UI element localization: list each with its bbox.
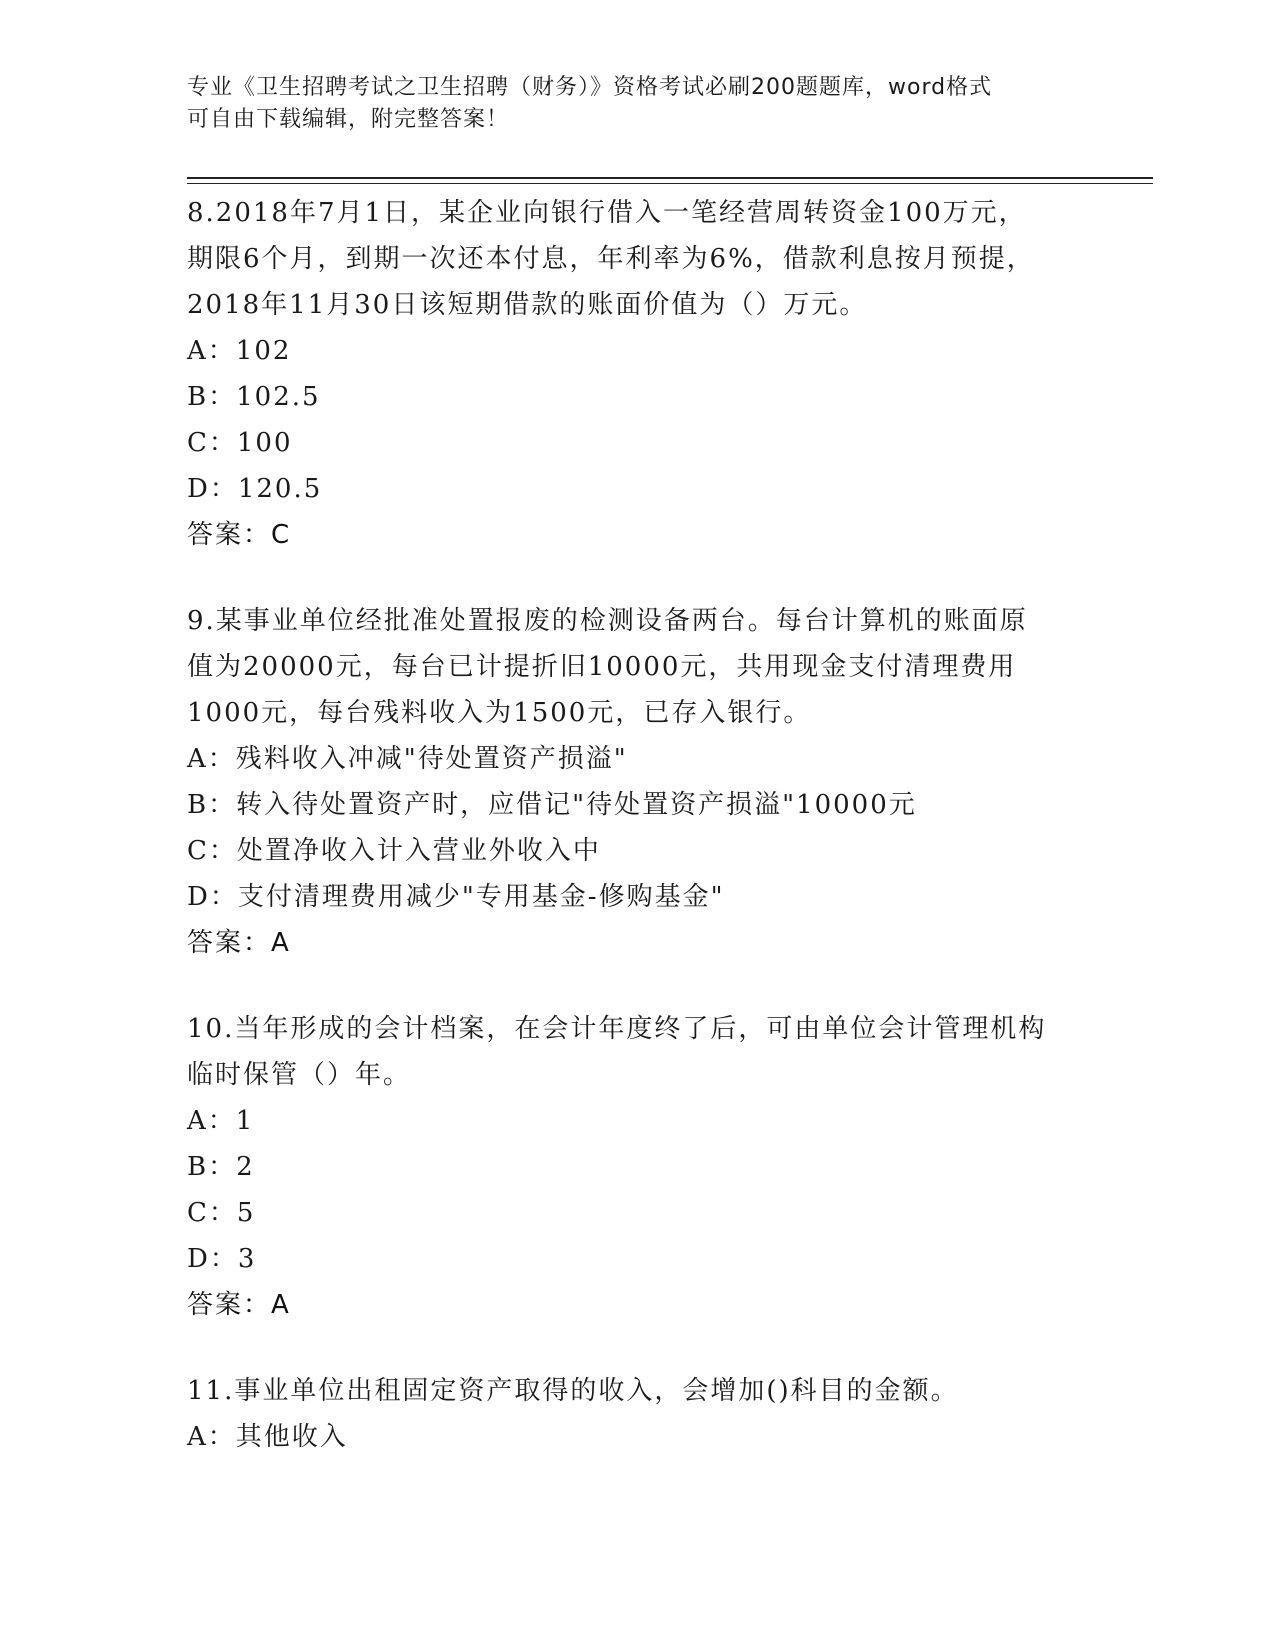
question-spacer [187, 558, 1087, 598]
option-c: C：5 [187, 1198, 256, 1228]
header-line-1: 专业《卫生招聘考试之卫生招聘（财务）》资格考试必刷200题题库，word格式 [187, 75, 993, 100]
question-text-line: 11.事业单位出租固定资产取得的收入，会增加()科目的金额。 [187, 1376, 959, 1406]
question-text-line: 值为20000元，每台已计提折旧10000元，共用现金支付清理费用 [187, 652, 1017, 682]
question-text-line: 9.某事业单位经批准处置报废的检测设备两台。每台计算机的账面原 [187, 606, 1028, 636]
question-text-line: 期限6个月，到期一次还本付息，年利率为6%，借款利息按月预提， [187, 244, 1035, 274]
question-10 [187, 1006, 1087, 1328]
option-b: B：102.5 [187, 382, 321, 412]
option-b: B：2 [187, 1152, 255, 1182]
option-b: B：转入待处置资产时，应借记"待处置资产损溢"10000元 [187, 790, 917, 820]
header-line-2: 可自由下载编辑，附完整答案！ [187, 107, 510, 132]
document-header [187, 72, 1087, 136]
question-text-line: 8.2018年7月1日，某企业向银行借入一笔经营周转资金100万元， [187, 198, 1027, 228]
option-c: C：处置净收入计入营业外收入中 [187, 836, 601, 866]
header-divider-thin [187, 183, 1153, 184]
question-text-line: 2018年11月30日该短期借款的账面价值为（）万元。 [187, 290, 868, 320]
question-spacer [187, 1328, 1087, 1368]
option-d: D：120.5 [187, 474, 323, 504]
question-text-line: 临时保管（）年。 [187, 1060, 412, 1090]
option-d: D：3 [187, 1244, 257, 1274]
answer-line: 答案：A [187, 1290, 291, 1320]
option-a: A：残料收入冲减"待处置资产损溢" [187, 744, 628, 774]
question-9 [187, 598, 1087, 966]
question-8 [187, 190, 1087, 558]
option-a: A：1 [187, 1106, 255, 1136]
question-11 [187, 1368, 1087, 1460]
question-spacer [187, 966, 1087, 1006]
question-list [187, 190, 1087, 1460]
answer-line: 答案：A [187, 928, 291, 958]
option-a: A：其他收入 [187, 1422, 348, 1452]
option-d: D：支付清理费用减少"专用基金-修购基金" [187, 882, 725, 912]
option-a: A：102 [187, 336, 292, 366]
header-divider-thick [187, 177, 1153, 179]
question-text-line: 10.当年形成的会计档案，在会计年度终了后，可由单位会计管理机构 [187, 1014, 1047, 1044]
option-c: C：100 [187, 428, 293, 458]
answer-line: 答案：C [187, 520, 292, 550]
question-text-line: 1000元，每台残料收入为1500元，已存入银行。 [187, 698, 812, 728]
